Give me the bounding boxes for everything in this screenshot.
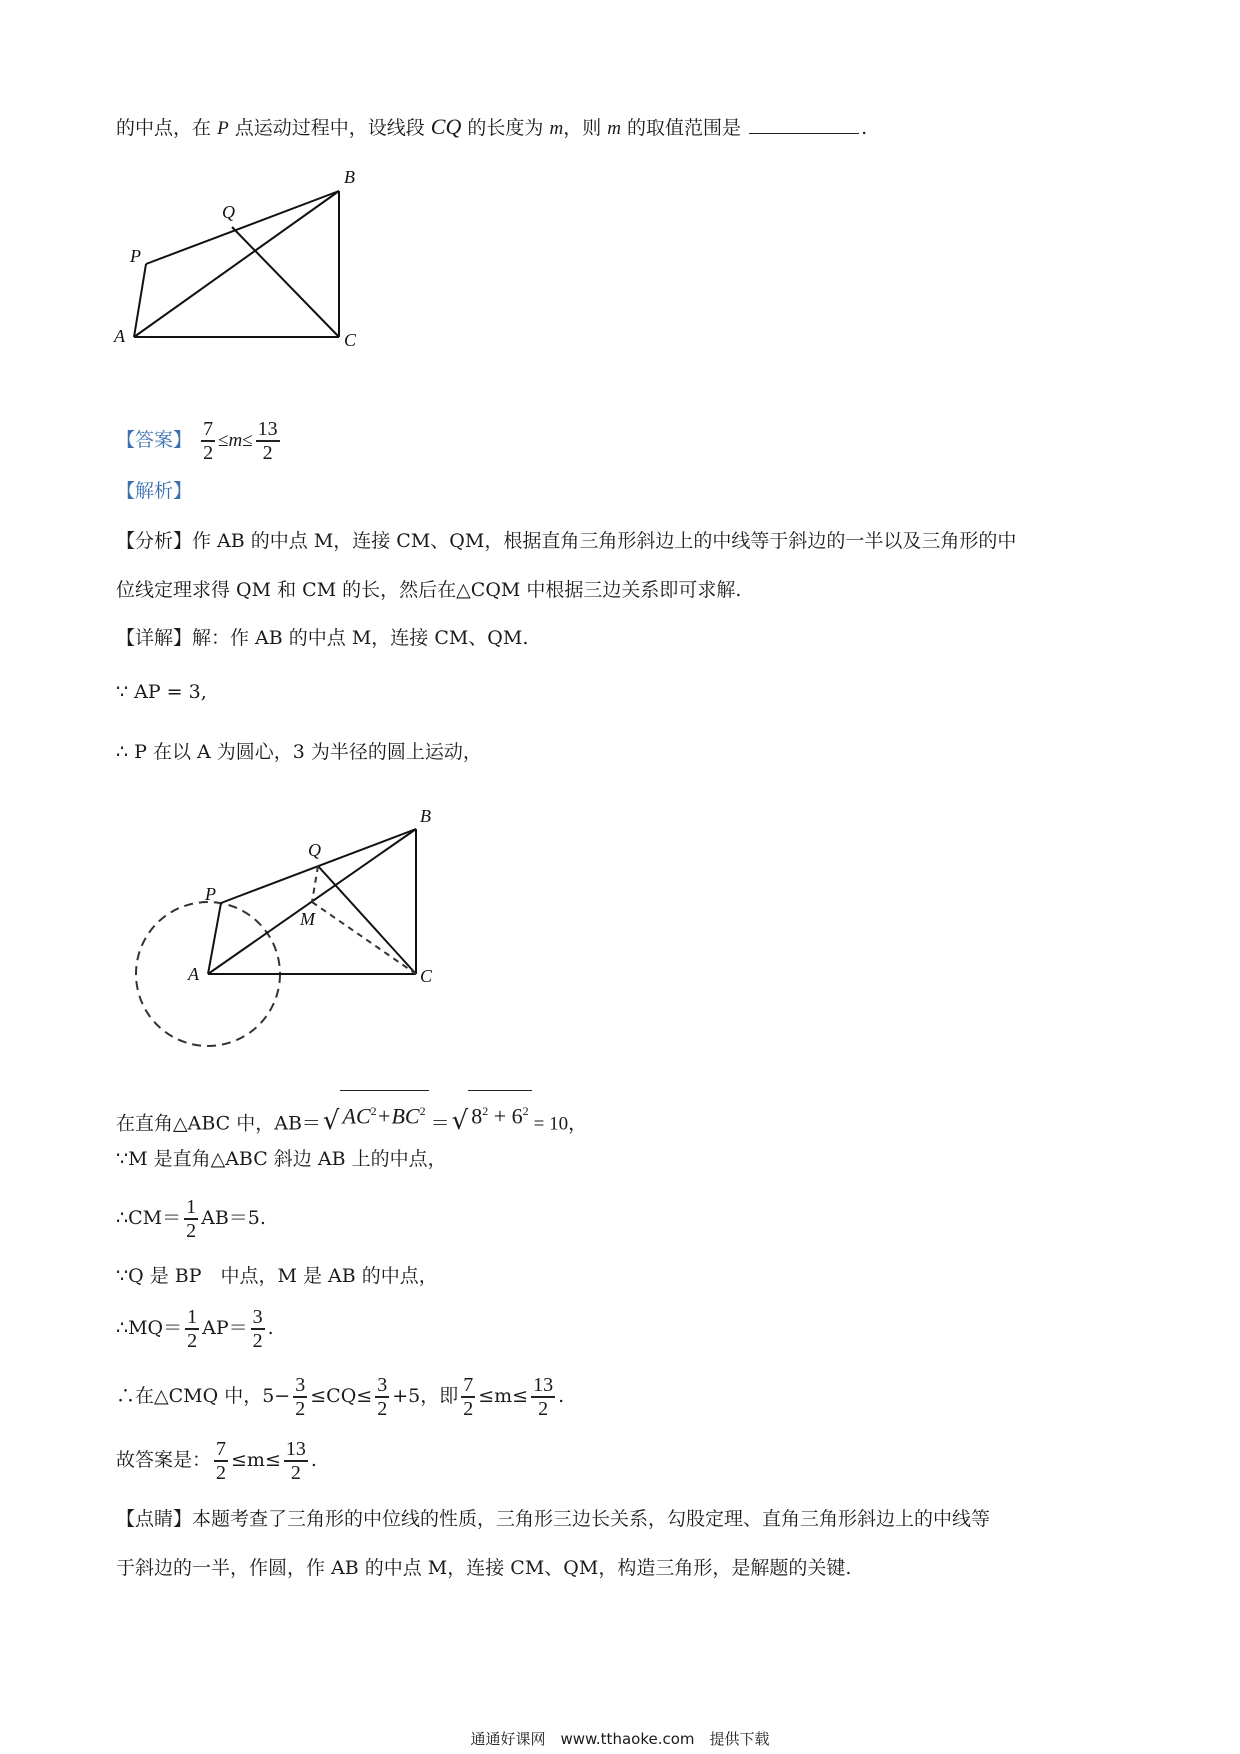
answer-tag: 【答案】 (116, 428, 193, 451)
fraction (201, 418, 215, 464)
step-text: ≤m≤ (478, 1385, 529, 1407)
label-a: A (114, 326, 125, 346)
fraction-num: 7 (203, 418, 214, 440)
label-q: Q (222, 202, 235, 222)
fenxi-text: 作 AB 的中点 M，连接 CM、QM，根据直角三角形斜边上的中线等于斜边的一半以及三角形的中 (192, 530, 1017, 552)
fraction-num: 7 (216, 1438, 227, 1461)
answer-line (116, 418, 283, 464)
fraction-den: 2 (186, 1219, 197, 1242)
problem-part: 的中点，在 (116, 117, 212, 139)
exponent: 2 (482, 1104, 489, 1118)
dianjing-line-1 (116, 1505, 990, 1533)
step-text: AB＝5. (201, 1207, 266, 1229)
figure-2 (120, 800, 450, 1060)
step-text: ∴在△CMQ 中，5− (116, 1385, 291, 1407)
label-p: P (130, 246, 141, 266)
fraction (256, 418, 280, 464)
segment-ab (134, 191, 339, 337)
dianjing-tag: 【点睛】 (116, 1508, 193, 1530)
fenxi-tag: 【分析】 (116, 530, 193, 552)
fraction-num: 1 (187, 1306, 198, 1329)
answer-blank (749, 133, 859, 134)
xiangjie-line-2: ∵ AP = 3, (116, 681, 207, 703)
xiangjie-text: 解：作 AB 的中点 M，连接 CM、QM. (192, 627, 529, 649)
step-text: . (267, 1317, 274, 1339)
fraction (531, 1374, 555, 1420)
page-footer: 通通好课网 www.tthaoke.com 提供下载 (470, 1730, 770, 1748)
label-b: B (420, 806, 431, 826)
step-7 (116, 1432, 317, 1488)
radicand-term: + 6 (488, 1103, 523, 1129)
fraction-den: 2 (295, 1397, 306, 1420)
xiangjie-tag: 【详解】 (116, 627, 193, 649)
label-c: C (344, 330, 357, 350)
fenxi-line-1 (116, 527, 1016, 555)
fraction-den: 2 (538, 1397, 549, 1420)
fenxi-line-2: 位线定理求得 QM 和 CM 的长，然后在△CQM 中根据三边关系即可求解. (116, 579, 742, 601)
exponent: 2 (419, 1104, 426, 1118)
label-p: P (205, 884, 216, 904)
fraction-den: 2 (463, 1397, 474, 1420)
step-6 (116, 1368, 564, 1424)
problem-part: ，则 (563, 117, 602, 139)
result: = 10， (533, 1113, 588, 1135)
equals: ＝ (430, 1113, 450, 1135)
sqrt-expression: √ $8^2 + 6^2$ (452, 1090, 532, 1136)
fraction-den: 2 (187, 1329, 198, 1352)
fraction-den: 2 (377, 1397, 388, 1420)
step-2: ∵M 是直角△ABC 斜边 AB 上的中点， (116, 1148, 447, 1170)
step-text: ∴MQ＝ (116, 1317, 183, 1339)
xiangjie-line-3: ∴ P 在以 A 为圆心，3 为半径的圆上运动， (116, 741, 482, 763)
step-5 (116, 1300, 274, 1356)
fraction (214, 1438, 228, 1484)
analysis-tag: 【解析】 (116, 480, 193, 502)
step-text: AP＝ (202, 1317, 248, 1339)
problem-part: 的取值范围是 (627, 117, 742, 139)
relation: ≤ (242, 429, 253, 451)
step-text: 在直角△ABC 中，AB＝ (116, 1112, 321, 1135)
fraction-num: 7 (463, 1374, 474, 1397)
dianjing-text: 本题考查了三角形的中位线的性质，三角形三边长关系，勾股定理、直角三角形斜边上的中线等 (192, 1508, 991, 1530)
segment-mc (312, 902, 416, 974)
fraction (284, 1438, 308, 1484)
label-q: Q (308, 840, 321, 860)
problem-part: 的长度为 (467, 117, 544, 139)
fraction-num: 13 (257, 418, 278, 440)
label-c: C (420, 966, 433, 986)
fraction-num: 3 (252, 1306, 263, 1329)
xiangjie-line-1 (116, 624, 528, 652)
step-1 (116, 1090, 587, 1144)
var-m: m (549, 118, 564, 139)
segment-pb (146, 191, 339, 264)
var-m: m (228, 429, 243, 451)
fraction (185, 1306, 199, 1352)
problem-text (116, 113, 867, 143)
relation: ≤ (218, 429, 229, 451)
step-text: . (310, 1449, 317, 1471)
segment-ap (134, 264, 146, 337)
step-3 (116, 1190, 266, 1246)
fraction-den: 2 (216, 1461, 227, 1484)
problem-part: . (861, 117, 868, 139)
sqrt-expression: √ $AC^2+BC^2$ (323, 1090, 429, 1136)
step-text: ≤m≤ (231, 1449, 281, 1471)
segment-qc (318, 866, 416, 974)
fraction-num: 3 (295, 1374, 306, 1397)
step-text: +5，即 (392, 1385, 459, 1407)
fraction-num: 13 (533, 1374, 554, 1397)
radicand-term: +BC (376, 1103, 420, 1129)
segment-qc (232, 227, 339, 337)
fraction-num: 13 (285, 1438, 306, 1461)
step-text: ∴CM＝ (116, 1207, 182, 1229)
radicand-term: 8 (471, 1103, 483, 1129)
segment-ap (208, 903, 221, 974)
fraction-den: 2 (290, 1461, 301, 1484)
fraction (184, 1196, 198, 1242)
fraction (461, 1374, 475, 1420)
dianjing-line-2: 于斜边的一半，作圆，作 AB 的中点 M，连接 CM、QM，构造三角形，是解题的关键. (116, 1557, 852, 1579)
var-m: m (607, 118, 621, 139)
segment-qm (312, 866, 318, 902)
step-4: ∵Q 是 BP 中点，M 是 AB 的中点， (116, 1265, 438, 1287)
fraction-den: 2 (252, 1329, 263, 1352)
label-a: A (188, 964, 199, 984)
fraction-num: 1 (186, 1196, 197, 1219)
exponent: 2 (370, 1104, 377, 1118)
exponent: 2 (522, 1104, 529, 1118)
step-text: . (558, 1385, 565, 1407)
fraction (251, 1306, 265, 1352)
fraction (293, 1374, 307, 1420)
step-text: ≤CQ≤ (310, 1385, 373, 1407)
fraction-den: 2 (262, 441, 273, 464)
fraction (375, 1374, 389, 1420)
label-b: B (344, 167, 355, 187)
radicand-term: AC (342, 1103, 371, 1129)
fraction-den: 2 (203, 441, 214, 464)
var-cq: CQ (430, 114, 462, 139)
var-p: P (217, 118, 229, 139)
fraction-num: 3 (377, 1374, 388, 1397)
problem-part: 点运动过程中，设线段 (234, 117, 425, 139)
step-text: 故答案是： (116, 1449, 212, 1471)
figure-1 (110, 160, 380, 350)
label-m: M (300, 909, 315, 929)
